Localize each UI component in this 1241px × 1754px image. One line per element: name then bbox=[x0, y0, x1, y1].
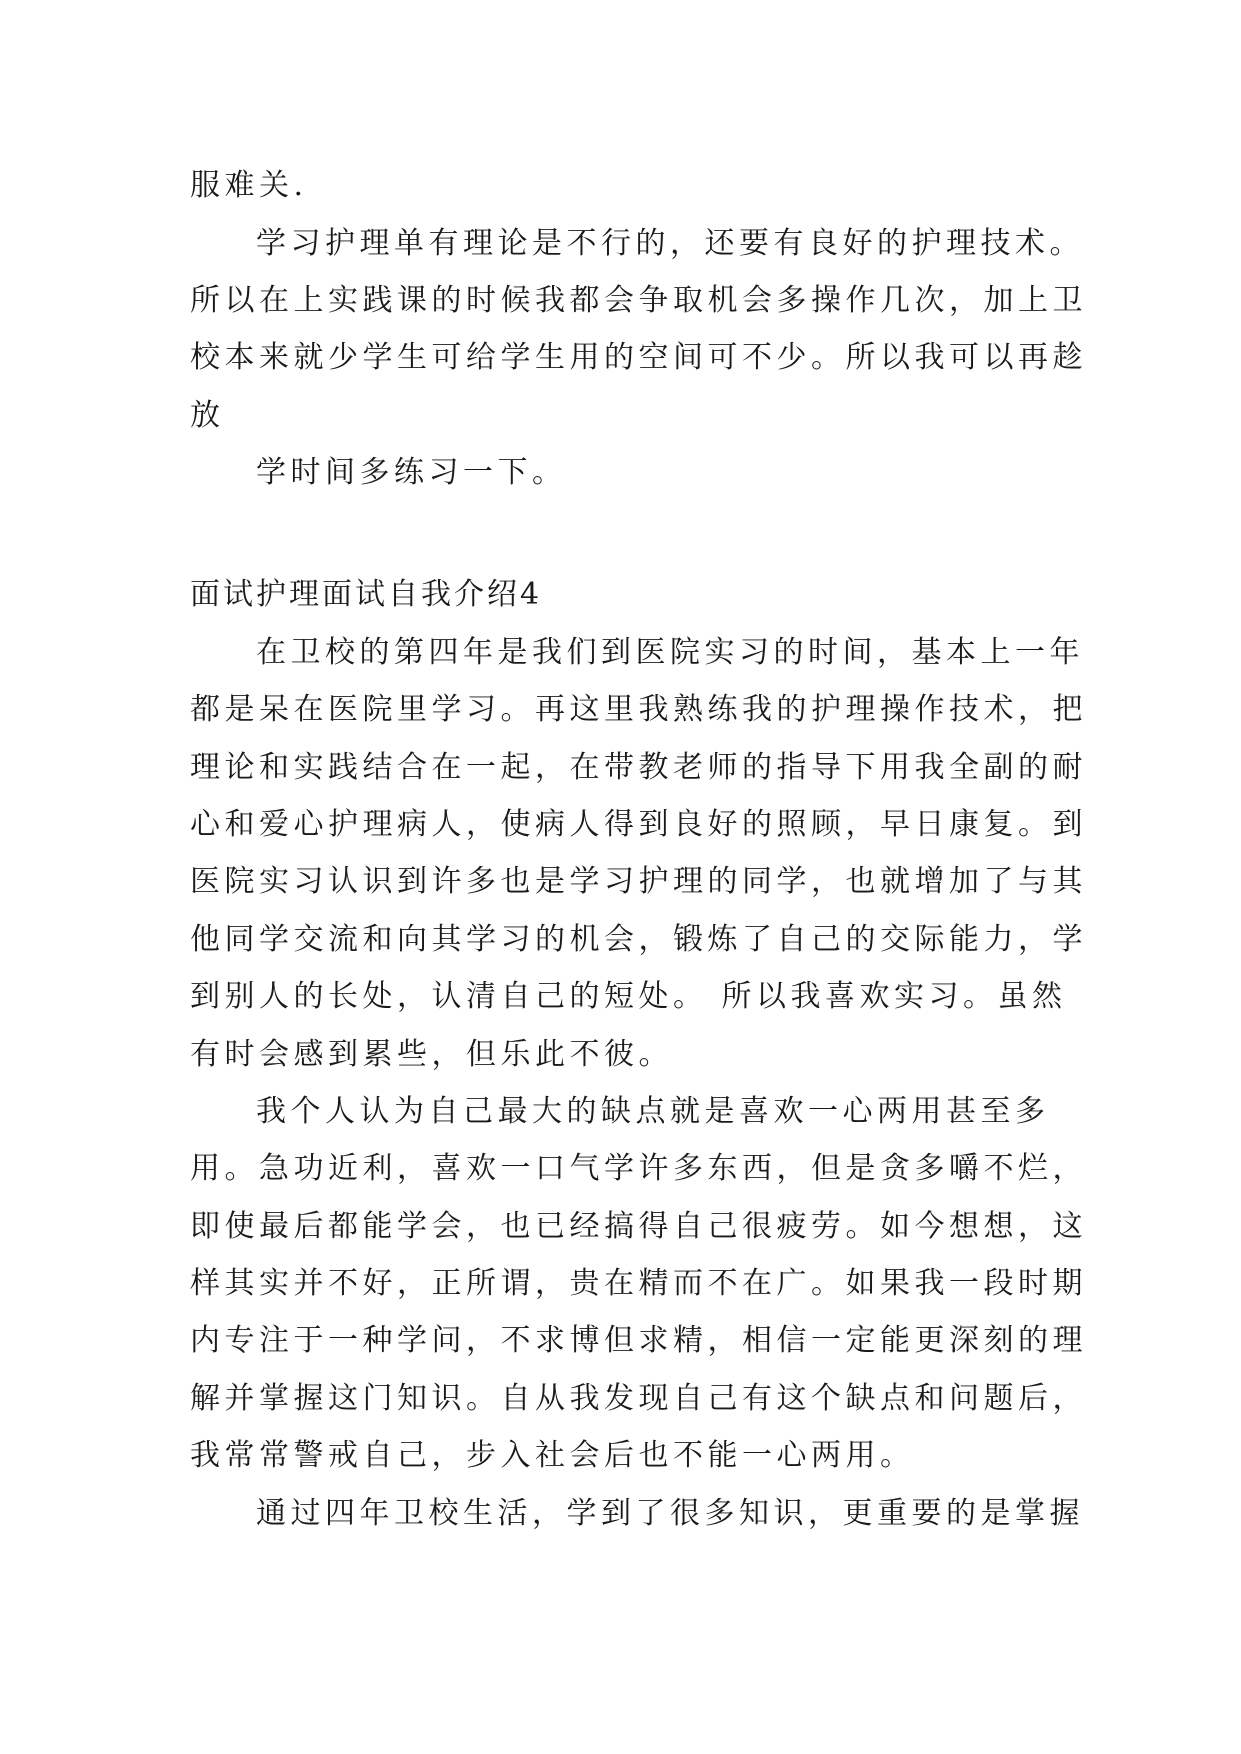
paragraph-line: 学时间多练习一下。 bbox=[256, 455, 567, 490]
paragraph-line: 我常常警戒自己，步入社会后也不能一心两用。 bbox=[190, 1438, 915, 1473]
paragraph-line: 样其实并不好，正所谓，贵在精而不在广。如果我一段时期 bbox=[190, 1266, 1087, 1301]
paragraph-line: 他同学交流和向其学习的机会，锻炼了自己的交际能力，学 bbox=[190, 922, 1087, 957]
paragraph-line: 医院实习认识到许多也是学习护理的同学，也就增加了与其 bbox=[190, 864, 1087, 899]
paragraph-line: 即使最后都能学会，也已经搞得自己很疲劳。如今想想，这 bbox=[190, 1209, 1087, 1244]
paragraph-line: 所以在上实践课的时候我都会争取机会多操作几次，加上卫 bbox=[190, 283, 1087, 318]
paragraph-line: 校本来就少学生可给学生用的空间可不少。所以我可以再趁 bbox=[190, 340, 1087, 375]
paragraph-line: 在卫校的第四年是我们到医院实习的时间，基本上一年 bbox=[256, 635, 1084, 670]
paragraph-line: 内专注于一种学问，不求博但求精，相信一定能更深刻的理 bbox=[190, 1323, 1087, 1358]
paragraph-line: 我个人认为自己最大的缺点就是喜欢一心两用甚至多 bbox=[256, 1094, 1050, 1129]
paragraph-line: 到别人的长处，认清自己的短处。 所以我喜欢实习。虽然 bbox=[190, 979, 1067, 1014]
paragraph-line: 解并掌握这门知识。自从我发现自己有这个缺点和问题后， bbox=[190, 1381, 1087, 1416]
section-heading: 面试护理面试自我介绍4 bbox=[190, 577, 543, 612]
paragraph-line: 心和爱心护理病人，使病人得到良好的照顾，早日康复。到 bbox=[190, 807, 1087, 842]
paragraph-line: 都是呆在医院里学习。再这里我熟练我的护理操作技术，把 bbox=[190, 692, 1087, 727]
paragraph-line: 放 bbox=[190, 398, 225, 433]
paragraph-line: 有时会感到累些，但乐此不彼。 bbox=[190, 1037, 673, 1072]
paragraph-line: 用。急功近利，喜欢一口气学许多东西，但是贪多嚼不烂， bbox=[190, 1151, 1087, 1186]
paragraph-line: 学习护理单有理论是不行的，还要有良好的护理技术。 bbox=[256, 226, 1084, 261]
paragraph-line: 服难关. bbox=[190, 168, 308, 203]
paragraph-line: 通过四年卫校生活，学到了很多知识，更重要的是掌握 bbox=[256, 1496, 1084, 1531]
paragraph-line: 理论和实践结合在一起，在带教老师的指导下用我全副的耐 bbox=[190, 750, 1087, 785]
